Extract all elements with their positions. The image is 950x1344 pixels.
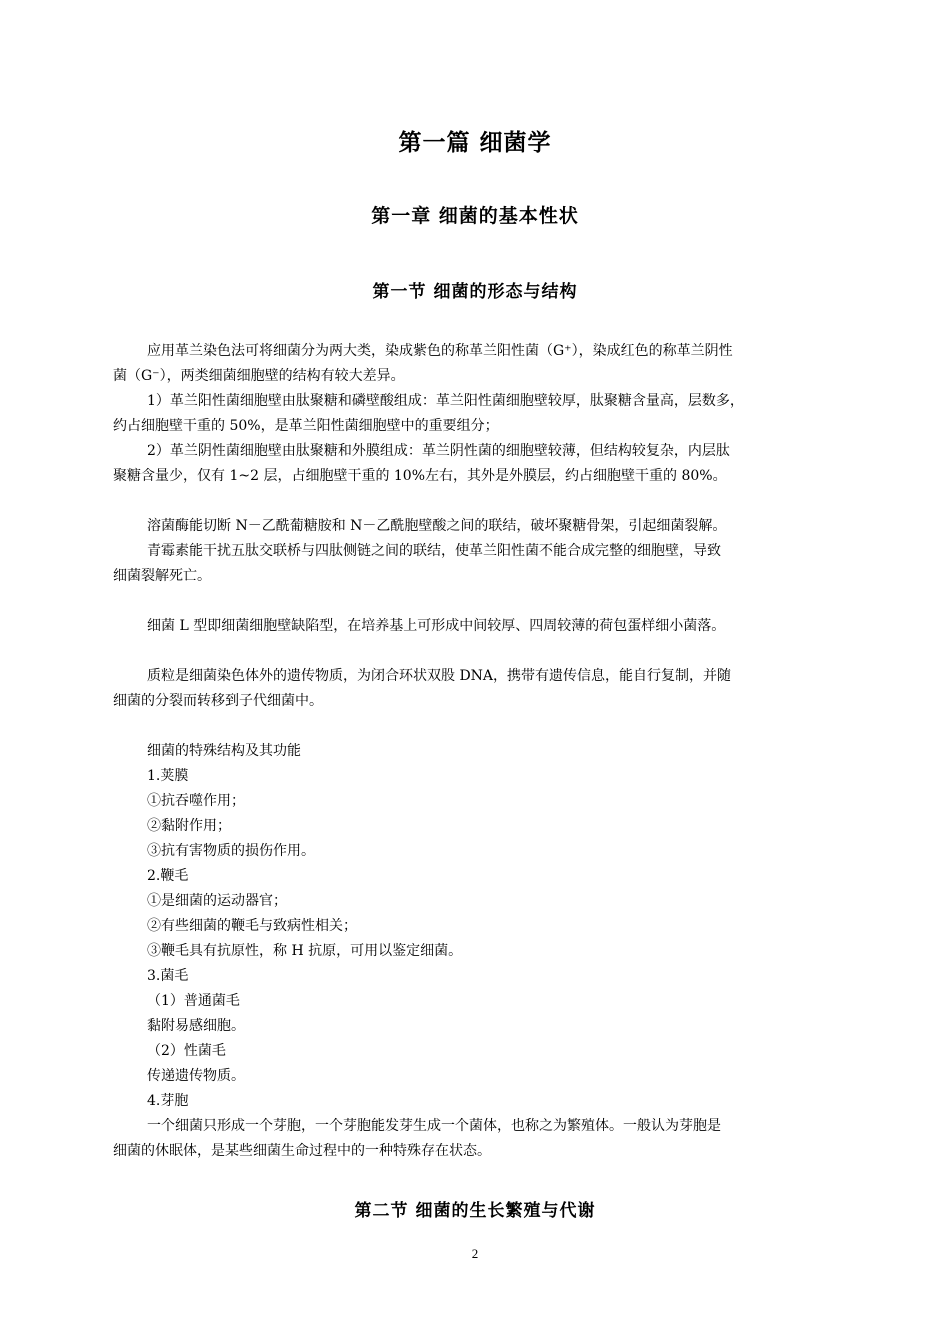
paragraph-line: 细菌 L 型即细菌细胞壁缺陷型，在培养基上可形成中间较厚、四周较薄的荷包蛋样细小菌落。 — [147, 618, 726, 634]
section-title: 第二节 细菌的生长繁殖与代谢 — [354, 1201, 596, 1221]
paragraph-line: 青霉素能干扰五肽交联桥与四肽侧链之间的联结，使革兰阳性菌不能合成完整的细胞壁，导致 — [147, 543, 721, 559]
list-item: 1.荚膜 — [147, 768, 189, 784]
paragraph-line: 聚糖含量少，仅有 1~2 层，占细胞壁干重的 10%左右，其外是外膜层，约占细胞壁干重的 80%。 — [113, 468, 727, 484]
paragraph-line: 菌（G⁻），两类细菌细胞壁的结构有较大差异。 — [113, 368, 405, 384]
paragraph-line: 溶菌酶能切断 N－乙酰葡糖胺和 N－乙酰胞壁酸之间的联结，破坏聚糖骨架，引起细菌裂解。 — [147, 518, 727, 534]
list-item: 3.菌毛 — [147, 968, 189, 984]
list-item: ③鞭毛具有抗原性，称 H 抗原，可用以鉴定细菌。 — [147, 943, 463, 959]
chapter-title: 第一章 细菌的基本性状 — [371, 205, 579, 227]
list-item: 传递遗传物质。 — [147, 1068, 245, 1084]
list-item: ①是细菌的运动器官； — [147, 893, 287, 909]
part-title: 第一篇 细菌学 — [398, 129, 552, 156]
list-item: 4.芽胞 — [147, 1093, 189, 1109]
list-item: ②黏附作用； — [147, 818, 231, 834]
section-title: 第一节 细菌的形态与结构 — [372, 282, 578, 302]
paragraph-line: 细菌裂解死亡。 — [113, 568, 211, 584]
paragraph-line: 约占细胞壁干重的 50%，是革兰阳性菌细胞壁中的重要组分； — [113, 418, 499, 434]
list-item: ③抗有害物质的损伤作用。 — [147, 843, 315, 859]
paragraph-line: 2）革兰阴性菌细胞壁由肽聚糖和外膜组成：革兰阴性菌的细胞壁较薄，但结构较复杂，内层肽 — [147, 443, 730, 459]
paragraph-line: 1）革兰阳性菌细胞壁由肽聚糖和磷壁酸组成：革兰阳性菌细胞壁较厚，肽聚糖含量高，层数多， — [147, 393, 744, 409]
list-item: ②有些细菌的鞭毛与致病性相关； — [147, 918, 357, 934]
paragraph-line: 应用革兰染色法可将细菌分为两大类，染成紫色的称革兰阳性菌（G⁺），染成红色的称革兰阴性 — [147, 343, 733, 359]
list-item: 2.鞭毛 — [147, 868, 189, 884]
paragraph-line: 细菌的休眠体，是某些细菌生命过程中的一种特殊存在状态。 — [113, 1143, 491, 1159]
paragraph-line: 质粒是细菌染色体外的遗传物质，为闭合环状双股 DNA，携带有遗传信息，能自行复制，并随 — [147, 668, 732, 684]
list-item: （2）性菌毛 — [147, 1043, 226, 1059]
list-item: （1）普通菌毛 — [147, 993, 240, 1009]
list-item: 黏附易感细胞。 — [147, 1018, 245, 1034]
page-number: 2 — [471, 1246, 479, 1261]
paragraph-line: 一个细菌只形成一个芽胞，一个芽胞能发芽生成一个菌体，也称之为繁殖体。一般认为芽胞是 — [147, 1118, 721, 1134]
list-heading: 细菌的特殊结构及其功能 — [147, 743, 301, 759]
list-item: ①抗吞噬作用； — [147, 793, 245, 809]
paragraph-line: 细菌的分裂而转移到子代细菌中。 — [113, 693, 323, 709]
